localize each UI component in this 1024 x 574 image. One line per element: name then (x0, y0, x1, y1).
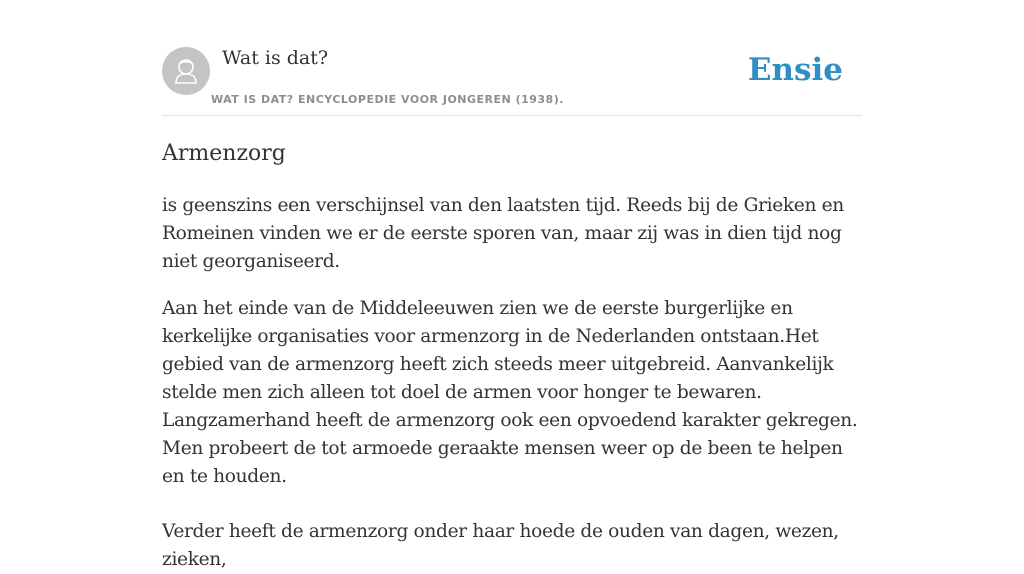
article (162, 140, 866, 574)
article-paragraph: is geenszins een verschijnsel van den laatsten tijd. Reeds bij de Grieken en Romeinen vinden we er de eerste sporen van, maar zij was in dien tijd nog niet georganiseerd. (162, 195, 844, 272)
article-paragraph: Aan het einde van de Middeleeuwen zien we de eerste burgerlijke en kerkelijke organisaties voor armenzorg in de Nederlanden ontstaan.Het gebied van de armenzorg heeft zich steeds meer uitgebreid. Aanvankelijk stelde men zich alleen tot doel de armen voor honger te bewaren. Langzamerhand heeft de armenzorg ook een opvoedend karakter gekregen. Men probeert de tot armoede geraakte mensen weer op de been te helpen en te houden. (162, 298, 858, 487)
article-paragraph: Verder heeft de armenzorg onder haar hoede de ouden van dagen, wezen, zieken, (162, 521, 839, 570)
brand-logo[interactable]: Ensie (747, 52, 843, 88)
source-header (162, 46, 862, 116)
article-title: Armenzorg (162, 141, 286, 166)
source-title[interactable]: Wat is dat? (222, 47, 329, 69)
user-avatar-icon[interactable] (162, 47, 210, 95)
source-subtitle[interactable]: WAT IS DAT? ENCYCLOPEDIE VOOR JONGEREN (1938). (211, 93, 564, 106)
